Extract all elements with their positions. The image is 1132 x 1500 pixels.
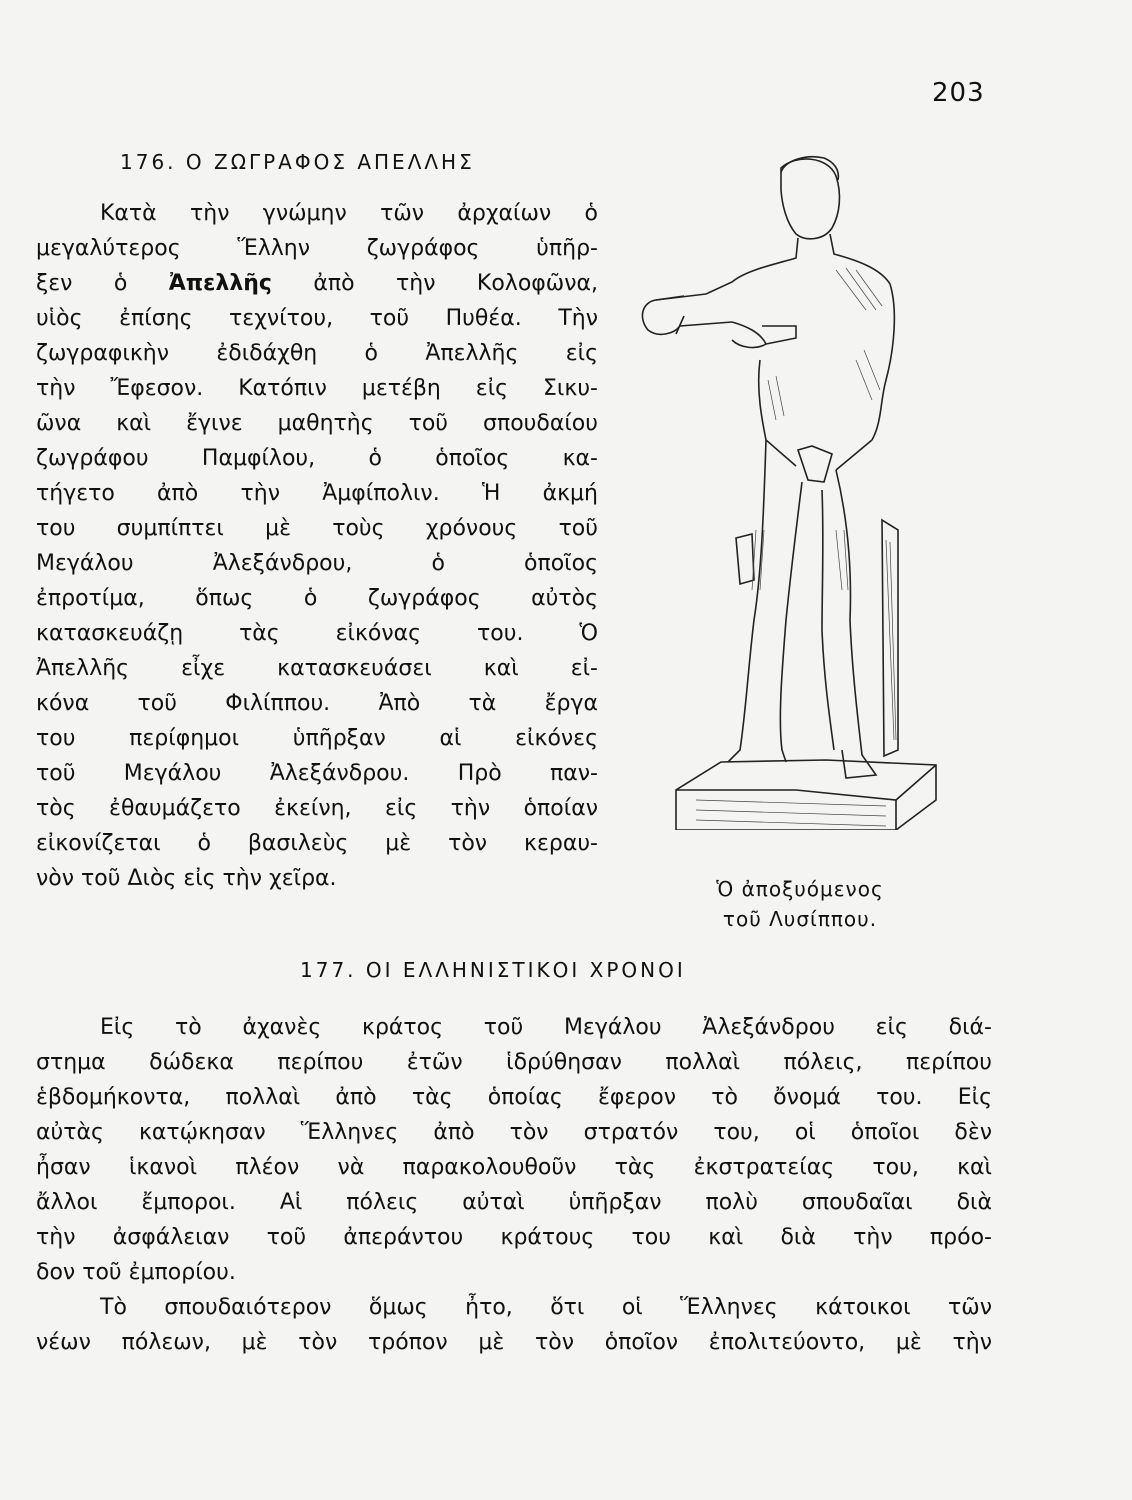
text-line-with-bold-name bbox=[36, 266, 598, 301]
caption-line: τοῦ Λυσίππου. bbox=[722, 907, 878, 931]
text-line: εἰκονίζεται ὁ βασιλεὺς μὲ τὸν κεραυ- bbox=[36, 831, 598, 856]
text-line: ἦσαν ἱκανοὶ πλέον νὰ παρακολουθοῦν τὰς ἐκστρατείας του, καὶ bbox=[36, 1155, 992, 1180]
statue-illustration bbox=[636, 150, 946, 830]
text-line: Κατὰ τὴν γνώμην τῶν ἀρχαίων ὁ bbox=[100, 201, 598, 226]
text-line: Μεγάλου Ἀλεξάνδρου, ὁ ὁποῖος bbox=[36, 551, 598, 576]
text-line: μεγαλύτερος Ἕλλην ζωγράφος ὑπῆρ- bbox=[36, 236, 598, 261]
text-fragment: ξεν ὁ bbox=[36, 271, 128, 296]
figure-caption bbox=[640, 874, 960, 934]
text-line: ἑβδομήκοντα, πολλαὶ ἀπὸ τὰς ὁποίας ἔφερον τὸ ὄνομά του. Εἰς bbox=[36, 1085, 992, 1110]
text-line: αὐτὰς κατῴκησαν Ἕλληνες ἀπὸ τὸν στρατόν του, οἱ ὁποῖοι δὲν bbox=[36, 1120, 992, 1145]
caption-line: Ὁ ἀποξυόμενος bbox=[716, 877, 884, 901]
page-number: 203 bbox=[932, 78, 985, 108]
bold-name: Ἀπελλῆς bbox=[168, 271, 272, 296]
text-line: τήγετο ἀπὸ τὴν Ἀμφίπολιν. Ἡ ἀκμή bbox=[36, 481, 598, 506]
text-line: δον τοῦ ἐμπορίου. bbox=[36, 1260, 236, 1285]
text-line: ζωγράφου Παμφίλου, ὁ ὁποῖος κα- bbox=[36, 446, 598, 471]
text-line: τὸς ἐθαυμάζετο ἐκείνη, εἰς τὴν ὁποίαν bbox=[36, 796, 598, 821]
text-line: ζωγραφικὴν ἐδιδάχθη ὁ Ἀπελλῆς εἰς bbox=[36, 341, 598, 366]
text-line: Ἀπελλῆς εἶχε κατασκευάσει καὶ εἰ- bbox=[36, 656, 598, 681]
text-line: ῶνα καὶ ἔγινε μαθητὴς τοῦ σπουδαίου bbox=[36, 411, 598, 436]
text-line: νὸν τοῦ Διὸς εἰς τὴν χεῖρα. bbox=[36, 866, 337, 891]
text-line: κατασκευάζῃ τὰς εἰκόνας του. Ὁ bbox=[36, 621, 598, 646]
text-line: του συμπίπτει μὲ τοὺς χρόνους τοῦ bbox=[36, 516, 598, 541]
section-heading-177: 177. ΟΙ ΕΛΛΗΝΙΣΤΙΚΟΙ ΧΡΟΝΟΙ bbox=[300, 958, 686, 982]
text-line: τὴν Ἔφεσον. Κατόπιν μετέβη εἰς Σικυ- bbox=[36, 376, 598, 401]
section-177-body bbox=[36, 1010, 992, 1360]
text-line: ἐπροτίμα, ὅπως ὁ ζωγράφος αὐτὸς bbox=[36, 586, 598, 611]
text-line: στημα δώδεκα περίπου ἐτῶν ἱδρύθησαν πολλαὶ πόλεις, περίπου bbox=[36, 1050, 992, 1075]
text-line: υἱὸς ἐπίσης τεχνίτου, τοῦ Πυθέα. Τὴν bbox=[36, 306, 598, 331]
text-line: του περίφημοι ὑπῆρξαν αἱ εἰκόνες bbox=[36, 726, 598, 751]
text-line: νέων πόλεων, μὲ τὸν τρόπον μὲ τὸν ὁποῖον ἐπολιτεύοντο, μὲ τὴν bbox=[36, 1330, 992, 1355]
text-line: Τὸ σπουδαιότερον ὅμως ἦτο, ὅτι οἱ Ἕλληνες κάτοικοι τῶν bbox=[100, 1295, 992, 1320]
text-line: κόνα τοῦ Φιλίππου. Ἀπὸ τὰ ἔργα bbox=[36, 691, 598, 716]
text-fragment: ἀπὸ τὴν Κολοφῶνα, bbox=[313, 271, 599, 296]
text-line: τοῦ Μεγάλου Ἀλεξάνδρου. Πρὸ παν- bbox=[36, 761, 598, 786]
text-line: Εἰς τὸ ἀχανὲς κράτος τοῦ Μεγάλου Ἀλεξάνδρου εἰς διά- bbox=[100, 1015, 992, 1040]
text-line: ἄλλοι ἔμποροι. Αἱ πόλεις αὐταὶ ὑπῆρξαν πολὺ σπουδαῖαι διὰ bbox=[36, 1190, 992, 1215]
section-176-body bbox=[36, 196, 598, 896]
section-heading-176: 176. Ο ΖΩΓΡΑΦΟΣ ΑΠΕΛΛΗΣ bbox=[120, 150, 475, 174]
text-line: τὴν ἀσφάλειαν τοῦ ἀπεράντου κράτους του καὶ διὰ τὴν πρόο- bbox=[36, 1225, 992, 1250]
